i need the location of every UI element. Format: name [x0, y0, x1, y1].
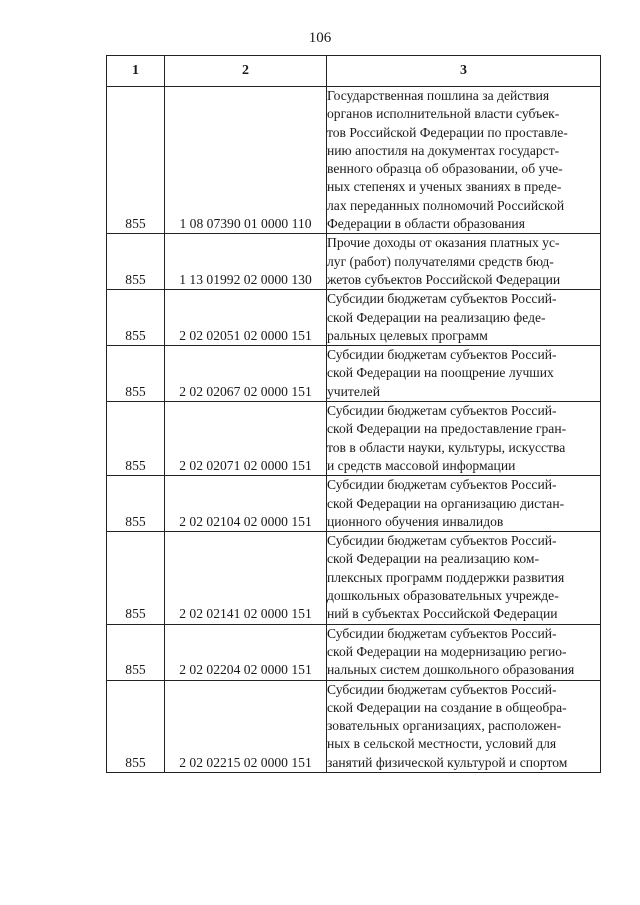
admin-code-cell: 855 [107, 680, 165, 772]
table-row [107, 680, 601, 772]
revenue-code-cell: 1 13 01992 02 0000 130 [165, 234, 327, 290]
revenue-name-cell: Субсидии бюджетам субъектов Россий- ской Федерации на модернизацию регио- нальных систем дошкольного образования [327, 624, 601, 680]
revenue-name-cell: Субсидии бюджетам субъектов Россий- ской Федерации на создание в общеобра- зовательных организациях, расположен- ных в сельской местности, условий для занятий физической культурой и спортом [327, 680, 601, 772]
admin-code-cell: 855 [107, 476, 165, 532]
admin-code-cell: 855 [107, 290, 165, 346]
admin-code-cell: 855 [107, 532, 165, 624]
table-row [107, 346, 601, 402]
admin-code-cell: 855 [107, 346, 165, 402]
budget-classification-table [106, 55, 601, 773]
table-header-row [107, 56, 601, 87]
revenue-code-cell: 2 02 02067 02 0000 151 [165, 346, 327, 402]
revenue-name-cell: Субсидии бюджетам субъектов Россий- ской Федерации на реализацию феде- ральных целевых программ [327, 290, 601, 346]
revenue-code-cell: 2 02 02051 02 0000 151 [165, 290, 327, 346]
revenue-name-cell: Субсидии бюджетам субъектов Россий- ской Федерации на организацию дистан- ционного обучения инвалидов [327, 476, 601, 532]
revenue-code-cell: 1 08 07390 01 0000 110 [165, 87, 327, 234]
revenue-code-cell: 2 02 02141 02 0000 151 [165, 532, 327, 624]
revenue-code-cell: 2 02 02204 02 0000 151 [165, 624, 327, 680]
admin-code-cell: 855 [107, 234, 165, 290]
revenue-name-cell: Государственная пошлина за действия органов исполнительной власти субъек- тов Российской Федерации по проставле- нию апостиля на документах государст- венного образца об образовании, об уче- ных степенях и ученых званиях в преде- лах переданных полномочий Российской Федерации в области образования [327, 87, 601, 234]
table-row [107, 476, 601, 532]
revenue-name-cell: Субсидии бюджетам субъектов Россий- ской Федерации на реализацию ком- плексных программ поддержки развития дошкольных образовательных учрежде- ний в субъектах Российской Федерации [327, 532, 601, 624]
revenue-code-cell: 2 02 02071 02 0000 151 [165, 402, 327, 476]
revenue-code-cell: 2 02 02104 02 0000 151 [165, 476, 327, 532]
admin-code-cell: 855 [107, 87, 165, 234]
column-header-3: 3 [327, 56, 601, 87]
column-header-2: 2 [165, 56, 327, 87]
table-row [107, 87, 601, 234]
admin-code-cell: 855 [107, 624, 165, 680]
column-header-1: 1 [107, 56, 165, 87]
table-row [107, 532, 601, 624]
admin-code-cell: 855 [107, 402, 165, 476]
table-row [107, 402, 601, 476]
table-row [107, 290, 601, 346]
revenue-name-cell: Субсидии бюджетам субъектов Россий- ской Федерации на поощрение лучших учителей [327, 346, 601, 402]
table-row [107, 234, 601, 290]
revenue-code-cell: 2 02 02215 02 0000 151 [165, 680, 327, 772]
revenue-name-cell: Прочие доходы от оказания платных ус- луг (работ) получателями средств бюд- жетов субъектов Российской Федерации [327, 234, 601, 290]
revenue-name-cell: Субсидии бюджетам субъектов Россий- ской Федерации на предоставление гран- тов в области науки, культуры, искусства и средств массовой информации [327, 402, 601, 476]
table-row [107, 624, 601, 680]
page-number: 106 [308, 30, 332, 46]
